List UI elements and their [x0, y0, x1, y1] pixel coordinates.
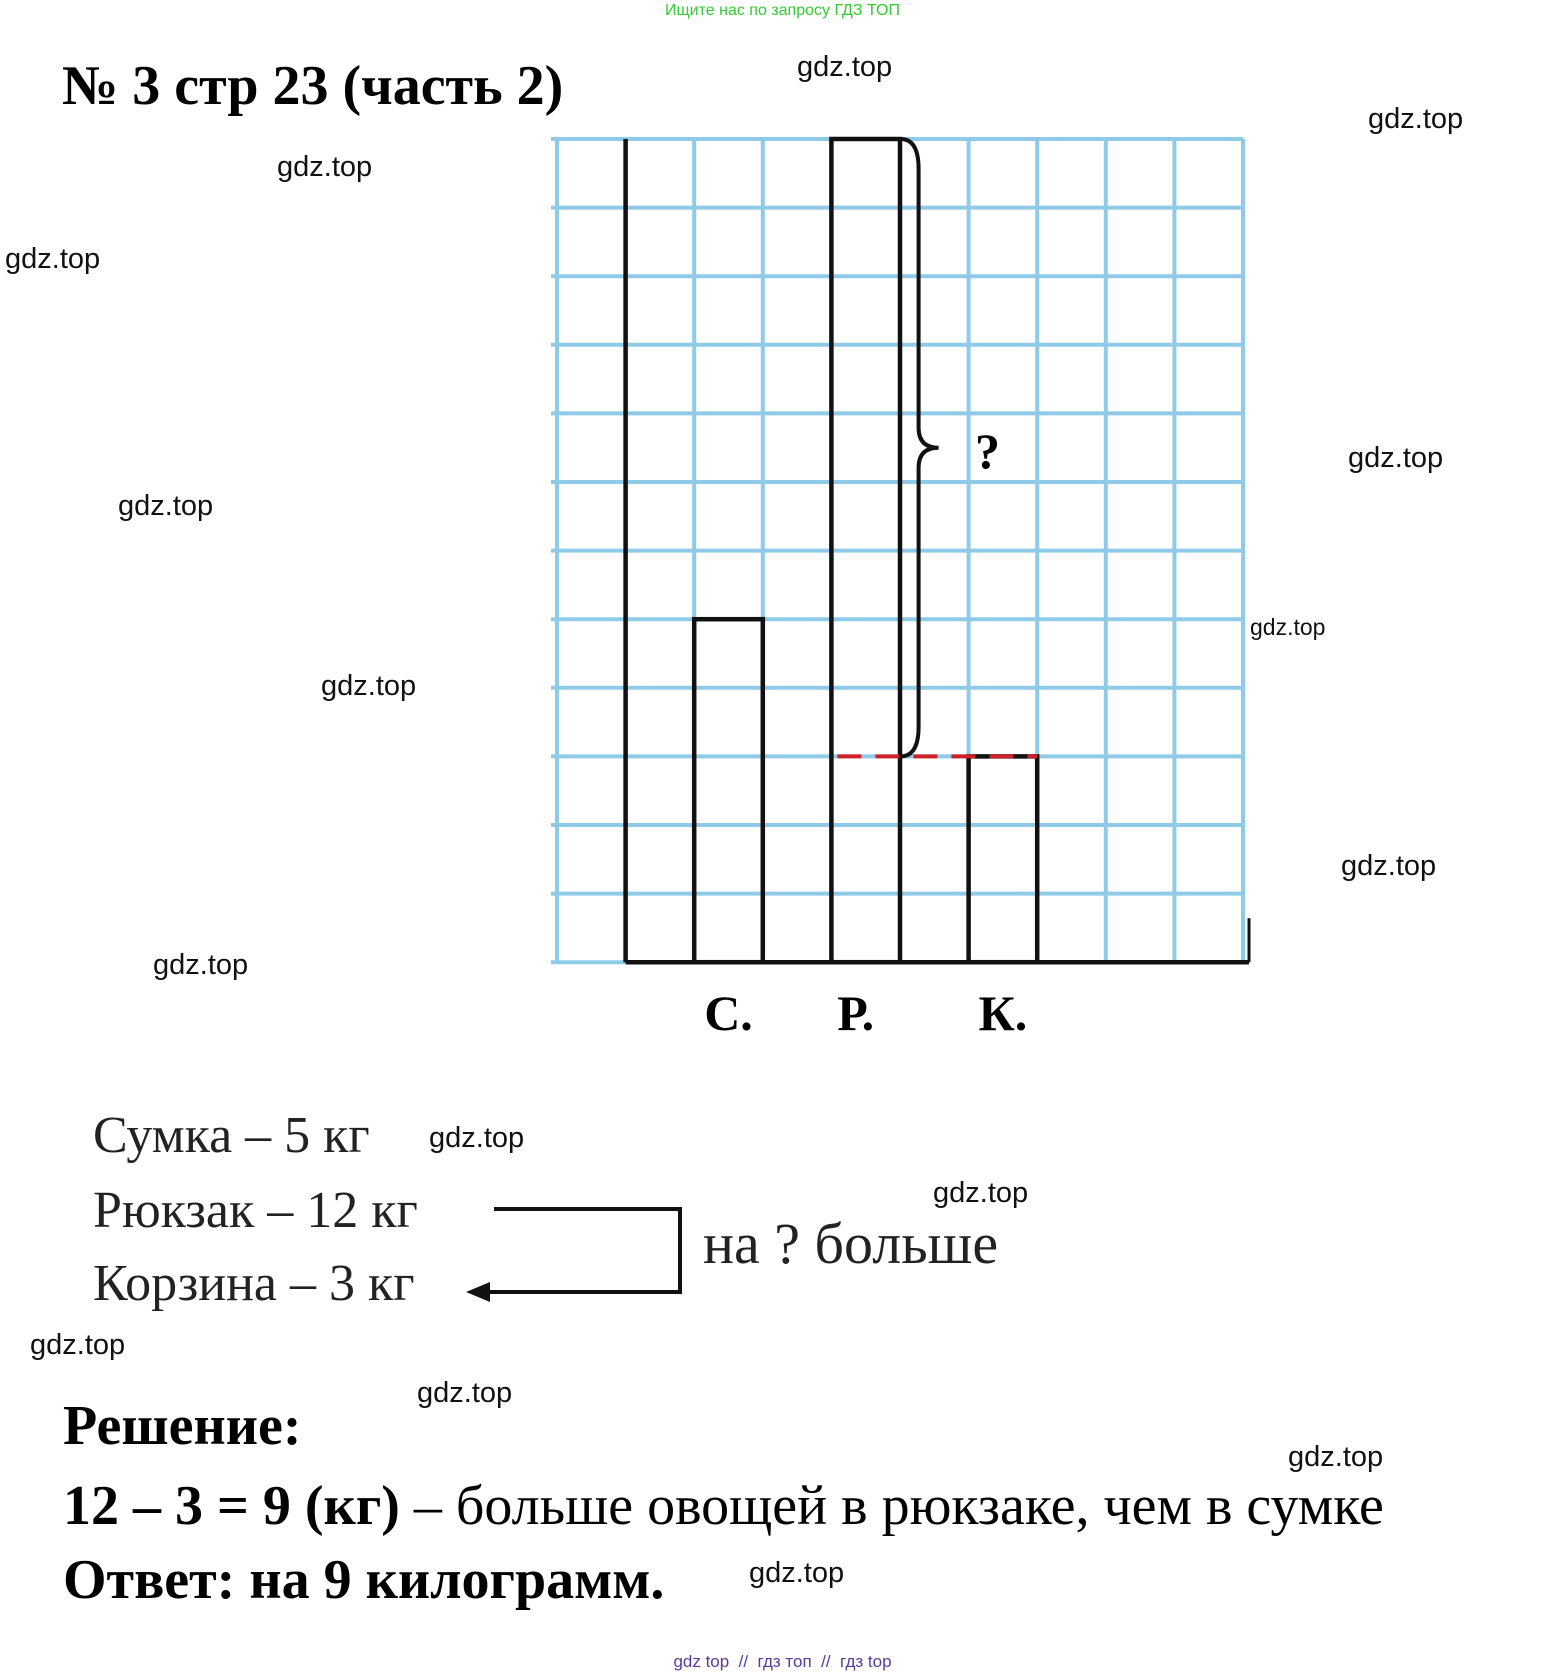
compare-label: на ? больше [703, 1211, 999, 1276]
solution-explanation: – больше овощей в рюкзаке, чем в сумке [399, 1475, 1384, 1537]
condition-bag: Сумка – 5 кг [93, 1107, 370, 1164]
watermark: gdz.top [417, 1377, 513, 1409]
watermark: gdz.top [933, 1177, 1029, 1209]
condition-backpack: Рюкзак – 12 кг [93, 1182, 418, 1239]
condition-basket: Корзина – 3 кг [93, 1255, 415, 1312]
watermark: gdz.top [749, 1557, 845, 1589]
watermark: gdz.top [1348, 442, 1444, 474]
page-title: № 3 стр 23 (часть 2) [62, 55, 564, 117]
category-label-backpack: Р. [837, 985, 875, 1041]
category-label-basket: К. [978, 985, 1028, 1041]
category-label-bag: С. [704, 985, 753, 1041]
watermark: gdz.top [1341, 850, 1437, 882]
search-hint: Ищите нас по запросу ГДЗ ТОП [665, 2, 900, 19]
watermark: gdz.top [797, 51, 893, 83]
watermark: gdz.top [1250, 614, 1326, 640]
watermark: gdz.top [1288, 1441, 1384, 1473]
footer-links[interactable]: gdz top // гдз топ // гдз top [673, 1652, 892, 1671]
watermark: gdz.top [5, 243, 101, 275]
watermark: gdz.top [1368, 103, 1464, 135]
watermark: gdz.top [30, 1329, 126, 1361]
answer: Ответ: на 9 килограмм. [63, 1549, 665, 1611]
solution-equation: 12 – 3 = 9 (кг) [63, 1475, 400, 1537]
brace-question-mark: ? [975, 423, 1000, 479]
solution-heading: Решение: [63, 1395, 302, 1457]
watermark: gdz.top [429, 1122, 525, 1154]
solution-line [63, 1475, 1384, 1537]
watermark: gdz.top [277, 151, 373, 183]
watermark: gdz.top [153, 949, 249, 981]
watermark: gdz.top [118, 490, 214, 522]
watermark: gdz.top [321, 670, 417, 702]
